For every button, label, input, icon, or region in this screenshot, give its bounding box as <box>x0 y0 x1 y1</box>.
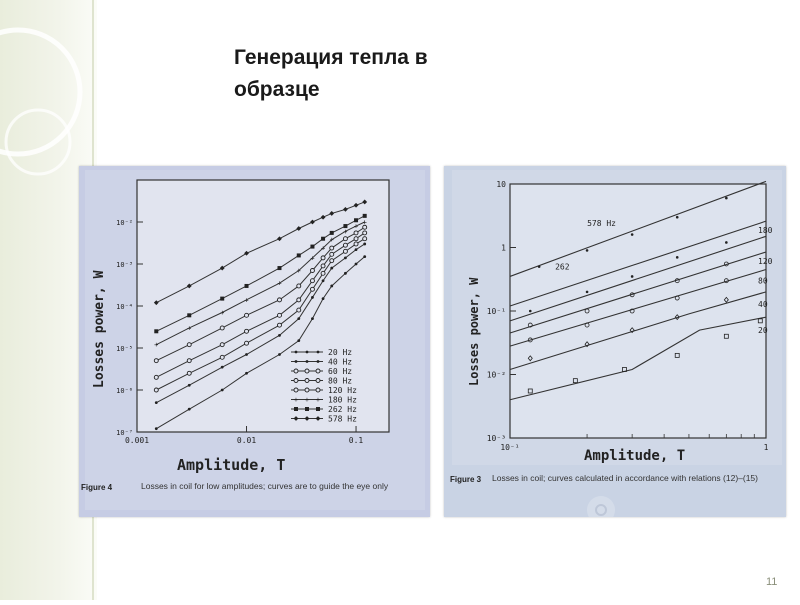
figure-4-point <box>187 313 191 317</box>
figure-3-series-label: 262 <box>555 262 570 272</box>
figure-4-point <box>220 343 224 347</box>
figure-4-point <box>221 366 224 369</box>
figure-4-point <box>330 285 333 288</box>
figure-4-legend-label: 578 Hz <box>328 414 357 424</box>
figure-4-point <box>310 245 314 249</box>
figure-3-plot-area <box>487 180 773 452</box>
figure-3-x-tick-label: 10⁻¹ <box>500 443 520 452</box>
figure-3-point <box>631 233 634 236</box>
figure-3-label: Figure 3 <box>450 475 482 484</box>
figure-4-point <box>294 407 298 411</box>
figure-3-series-label: 80 <box>758 276 768 286</box>
figure-3-photo <box>444 166 786 517</box>
figure-3-caption: Losses in coil; curves calculated in accordance with relations (12)–(15) <box>492 473 758 483</box>
figure-4-point: + <box>315 396 321 404</box>
figure-4-point <box>187 359 191 363</box>
figure-4-legend-label: 262 Hz <box>328 405 357 414</box>
figure-3-point <box>725 197 728 200</box>
figure-4-point <box>317 351 320 354</box>
figure-4-point <box>354 218 358 222</box>
figure-4-point <box>277 313 281 317</box>
figure-4-point <box>297 339 300 342</box>
figure-4-point <box>187 371 191 375</box>
figure-4-point <box>294 388 298 392</box>
figure-4-point <box>330 259 334 263</box>
figure-4-point <box>188 384 191 387</box>
figure-4-point <box>297 317 300 320</box>
figure-3-y-tick-label: 1 <box>501 243 506 253</box>
figure-4-caption-box <box>141 480 427 514</box>
figure-4-point <box>297 284 301 288</box>
figure-4-point: + <box>353 222 359 231</box>
figure-3-y-tick-label: 10⁻³ <box>486 434 506 443</box>
figure-4-point <box>343 243 347 247</box>
figure-4-label: Figure 4 <box>81 483 113 492</box>
figure-4-xlabel: Amplitude, T <box>177 456 286 474</box>
page-number: 11 <box>766 576 778 588</box>
figure-4-point <box>322 279 325 282</box>
figure-4-point <box>363 243 366 246</box>
figure-4-point <box>277 298 281 302</box>
figure-4-x-tick-label: 0.1 <box>348 436 364 445</box>
figure-3-series-label: 20 <box>758 325 768 335</box>
figure-4-legend-label: 60 Hz <box>328 367 353 376</box>
figure-4-point <box>306 360 309 363</box>
figure-4-point <box>188 408 191 411</box>
figure-3-point <box>725 241 728 244</box>
figure-3-point <box>676 256 679 259</box>
figure-3-point <box>586 249 589 252</box>
figure-4-plot-area <box>116 180 389 445</box>
figure-4-point <box>330 246 334 250</box>
figure-4-x-tick-label: 0.01 <box>236 436 257 445</box>
figure-4-point <box>277 323 281 327</box>
figure-4-y-tick-label: 10⁻³ <box>116 261 133 269</box>
figure-4-point <box>330 252 334 256</box>
figure-4-point <box>306 351 309 354</box>
figure-4-point <box>245 372 248 375</box>
figure-4-point <box>363 237 367 241</box>
figure-4-point <box>221 389 224 392</box>
figure-4-point: + <box>277 279 282 288</box>
figure-4-point <box>220 355 224 359</box>
figure-3-y-tick-label: 10 <box>496 180 506 189</box>
figure-4-point <box>343 237 347 241</box>
figure-4-y-tick-label: 10⁻⁴ <box>116 303 133 311</box>
figure-4-point <box>316 407 320 411</box>
figure-4-point <box>317 360 320 363</box>
figure-4-point <box>278 353 281 356</box>
figure-4-chart <box>79 166 430 517</box>
figure-4-point <box>295 360 298 363</box>
figure-4-photo <box>79 166 430 517</box>
figure-4-point <box>355 248 358 251</box>
figure-3-point <box>529 310 532 313</box>
figure-4-point <box>245 353 248 356</box>
figure-3-caption-box <box>492 472 782 502</box>
figure-3-series-label: 578 Hz <box>587 218 616 228</box>
figure-4-point <box>305 388 309 392</box>
figure-3-y-tick-label: 10⁻¹ <box>486 307 506 316</box>
figure-4-point <box>363 255 366 258</box>
figure-4-point <box>305 369 309 373</box>
figure-4-point: + <box>154 341 159 350</box>
figure-4-point <box>363 214 367 218</box>
figure-4-point <box>154 388 158 392</box>
figure-4-point <box>277 266 281 270</box>
figure-4-point <box>321 256 325 260</box>
figure-4-legend-label: 40 Hz <box>328 357 353 367</box>
figure-4-point <box>154 375 158 379</box>
figure-4-legend-label: 20 Hz <box>328 348 353 357</box>
figure-4-point <box>344 272 347 275</box>
figure-3-series-label: 180 <box>758 226 773 236</box>
figure-4-point <box>245 341 249 345</box>
figure-3-ylabel: Losses power, W <box>467 277 481 386</box>
figure-4-caption: Losses in coil for low amplitudes; curves are to guide the eye only <box>141 481 389 491</box>
figure-3-series-label: 120 <box>758 256 773 266</box>
figure-4-point <box>322 297 325 300</box>
figure-4-y-tick-label: 10⁻⁷ <box>116 429 133 437</box>
figure-4-point <box>321 264 325 268</box>
slide-title-line-2: образце <box>234 78 320 101</box>
figure-4-point <box>310 269 314 273</box>
figure-4-legend-label: 80 Hz <box>328 376 353 386</box>
figure-4-point <box>220 326 224 330</box>
figure-4-point <box>311 317 314 320</box>
figure-3-point <box>586 291 589 294</box>
figure-4-point <box>344 256 347 259</box>
figure-3-y-tick-label: 10⁻² <box>486 370 506 380</box>
figure-3-point <box>538 265 541 268</box>
figure-3-plot-frame <box>510 184 766 438</box>
figure-4-point <box>330 267 333 270</box>
figure-3-point <box>676 216 679 219</box>
figure-4-point <box>343 224 347 228</box>
figure-4-point <box>155 427 158 430</box>
figure-4-point: + <box>362 218 367 227</box>
figure-4-point <box>354 242 358 246</box>
figure-4-point: + <box>329 236 334 245</box>
figure-4-point <box>321 271 325 275</box>
slide-title <box>234 42 534 106</box>
figure-4-point <box>354 237 358 241</box>
figure-4-point <box>278 334 281 337</box>
slide-title-line-1: Генерация тепла в <box>234 46 428 69</box>
figure-4-point: + <box>320 244 326 253</box>
figure-4-point: + <box>296 267 301 276</box>
figure-4-point <box>245 313 249 317</box>
figure-4-point <box>297 298 301 302</box>
figure-4-y-tick-label: 10⁻⁵ <box>116 345 133 353</box>
figure-4-point <box>220 297 224 301</box>
figure-4-point: + <box>187 324 192 333</box>
figure-4-point <box>305 407 309 411</box>
figure-4-point <box>330 231 334 235</box>
figure-4-point <box>316 369 320 373</box>
figure-3-series-label: 40 <box>758 299 768 309</box>
figure-4-point <box>363 231 367 235</box>
figure-4-point <box>310 287 314 291</box>
figure-4-point: + <box>304 396 310 404</box>
figure-4-point: + <box>343 227 348 236</box>
figure-4-point: + <box>220 309 225 318</box>
figure-4-point <box>321 237 325 241</box>
figure-4-point <box>297 253 301 257</box>
figure-4-legend-label: 120 Hz <box>328 386 357 395</box>
figure-4-point <box>305 379 309 383</box>
figure-4-point: + <box>244 296 249 305</box>
figure-4-point <box>316 379 320 383</box>
figure-4-point <box>154 329 158 333</box>
figure-4-point <box>187 343 191 347</box>
figure-4-point: + <box>293 396 299 404</box>
figure-4-ylabel: Losses power, W <box>92 270 107 388</box>
figure-3-xlabel: Amplitude, T <box>584 448 686 464</box>
figure-4-point <box>311 296 314 299</box>
figure-4-y-tick-label: 10⁻² <box>116 219 133 227</box>
figure-4-point <box>154 359 158 363</box>
figure-4-point <box>294 369 298 373</box>
figure-4-point <box>245 329 249 333</box>
figure-4-point <box>155 401 158 404</box>
figure-4-point <box>354 231 358 235</box>
figure-3-x-tick-label: 1 <box>763 443 769 452</box>
figure-4-point: + <box>310 254 315 263</box>
figure-4-point <box>295 351 298 354</box>
figure-4-point <box>297 308 301 312</box>
figure-4-point <box>294 379 298 383</box>
figure-4-point <box>245 284 249 288</box>
figure-3-chart <box>444 166 786 517</box>
figure-4-x-tick-label: 0.001 <box>124 436 150 445</box>
figure-4-legend-label: 180 Hz <box>328 395 357 405</box>
figure-4-point <box>343 249 347 253</box>
figure-3-point <box>631 275 634 278</box>
figure-4-point <box>316 388 320 392</box>
figure-4-y-tick-label: 10⁻⁶ <box>116 387 133 395</box>
figure-4-point <box>310 279 314 283</box>
figure-4-point <box>355 263 358 266</box>
